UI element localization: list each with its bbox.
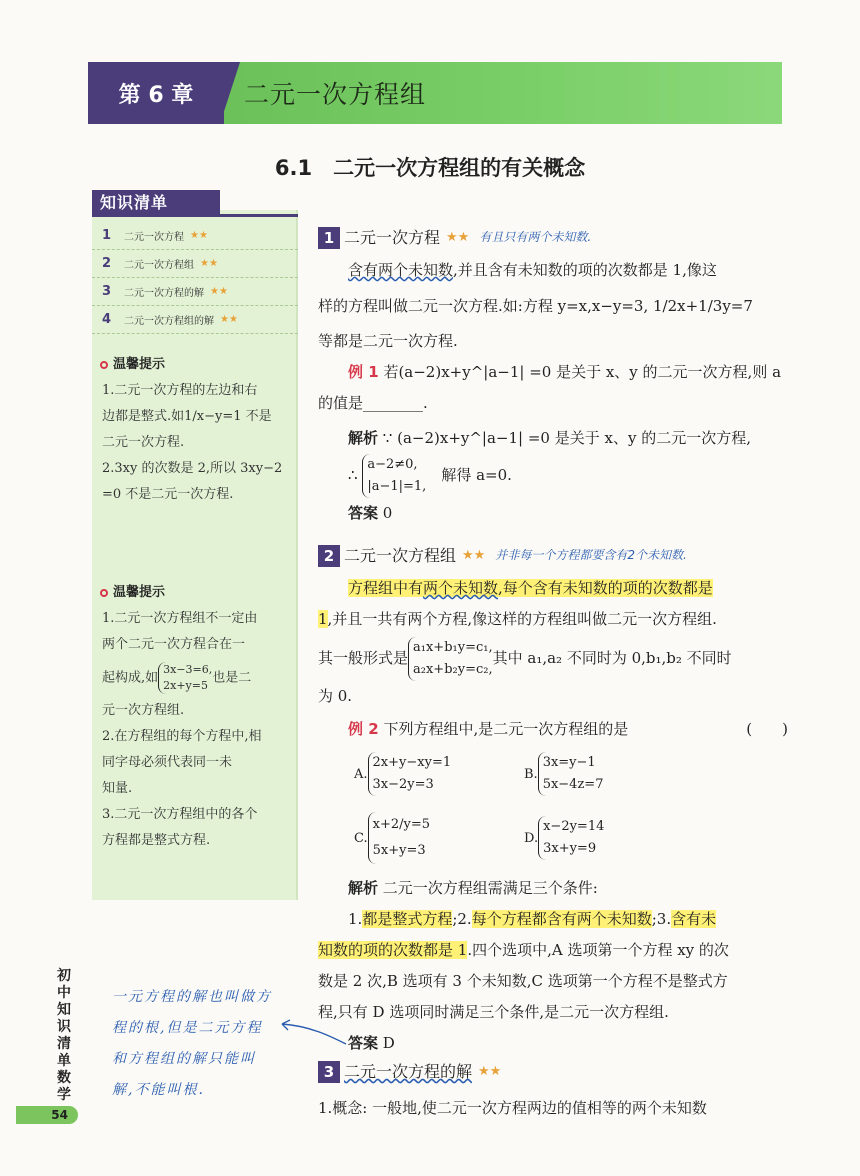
section-title: 6.1 二元一次方程组的有关概念 bbox=[274, 156, 586, 180]
tip-dot-icon bbox=[100, 361, 108, 369]
section-number: 3 bbox=[318, 1061, 340, 1083]
star-icon: ★★ bbox=[190, 230, 208, 241]
section-heading: 二元一次方程的解 bbox=[344, 1062, 473, 1081]
chapter-title-bar bbox=[216, 62, 782, 124]
choice-option-a[interactable]: A. 2x+y−xy=1 3x−2y=3 bbox=[354, 745, 524, 803]
choice-option-c[interactable]: C. x+2/y=5 5x+y=3 bbox=[354, 803, 524, 873]
section-2: 2 二元一次方程组 ★★ 并非每一个方程都要含有2个未知数. 方程组中有两个未知数,每个含有未知数的项的次数都是 1,并且一共有两个方程,像这样的方程组叫做二元一次方程组. 其一般形式是a₁x+b₁y=c₁, a₂x+b₂y=c₂,其中 a₁,a₂ 不同时为 0,b₁,b₂ 不同时 为 0. 例 2 下列方程组中,是二元一次方程组的是 ( ) A. 2x+y−xy=1 3x−2y=3 B. 3x=y−1 5x−4z=7 C. x+2/y=5 5x+y=3 D. x−2y=14 3x+y=9 解析 二元一次方程组需满足三个条件: 1.都是整式方程;2.每个方程都含有两个未知数;3.含有未 知数的项的次数都是 1.四个选项中,A 选项第一个方程 xy 的次 数是 2 次,B 选项有 3 个未知数,C 选项第一个方程不是整式方 程,只有 D 选项同时满足三个条件,是二元一次方程组. 答案 D bbox=[318, 540, 788, 1059]
star-icon: ★★ bbox=[210, 286, 228, 297]
star-icon: ★★ bbox=[478, 1064, 502, 1079]
knowledge-item[interactable]: 1 二元一次方程 ★★ bbox=[92, 222, 298, 250]
tip-box-1: 温馨提示 1.二元一次方程的左边和右 边都是整式.如1/x−y=1 不是 二元一次方程. 2.3xy 的次数是 2,所以 3xy−2 =0 不是二元一次方程. bbox=[102, 357, 283, 502]
sidebar-tab: 知识清单 bbox=[92, 190, 220, 216]
knowledge-item[interactable]: 4 二元一次方程组的解 ★★ bbox=[92, 306, 298, 334]
handwritten-note: 一元方程的解也叫做方 程的根,但是二元方程 和方程组的解只能叫 解,不能叫根. bbox=[112, 989, 272, 1098]
chapter-title: 二元一次方程组 bbox=[244, 80, 427, 109]
knowledge-item[interactable]: 3 二元一次方程的解 ★★ bbox=[92, 278, 298, 306]
section-3: 3 二元一次方程的解 ★★ 1.概念: 一般地,使二元一次方程两边的值相等的两个未知数 bbox=[318, 1056, 788, 1124]
tip-box-2: 温馨提示 1.二元一次方程组不一定由 两个二元一次方程合在一 起构成,如3x−3=6, 2x+y=5 也是二 元一次方程组. 2.在方程组的每个方程中,相 同字母必须代表同一未 知量. 3.二元一次方程组中的各个 方程都是整式方程. bbox=[102, 585, 262, 848]
choice-option-b[interactable]: B. 3x=y−1 5x−4z=7 bbox=[524, 745, 694, 803]
knowledge-item[interactable]: 2 二元一次方程组 ★★ bbox=[92, 250, 298, 278]
section-heading: 二元一次方程 bbox=[344, 228, 441, 247]
choice-options bbox=[318, 745, 788, 873]
page-number: 54 bbox=[16, 1106, 78, 1124]
tip-dot-icon bbox=[100, 589, 108, 597]
chapter-banner bbox=[88, 62, 782, 124]
section-1: 1 二元一次方程 ★★ 有且只有两个未知数. 含有两个未知数,并且含有未知数的项的次数都是 1,像这 样的方程叫做二元一次方程.如:方程 y=x,x−y=3, 1/2x+1/3y=7 等都是二元一次方程. 例 1 若(a−2)x+y^|a−1| =0 是关于 x、y 的二元一次方程,则 a 的值是________. 解析 ∵ (a−2)x+y^|a−1| =0 是关于 x、y 的二元一次方程, ∴ a−2≠0, |a−1|=1, 解得 a=0. 答案 0 bbox=[318, 222, 788, 529]
book-label-vertical: 初中知识清单 数学 bbox=[57, 968, 85, 1103]
star-icon: ★★ bbox=[462, 548, 486, 563]
section-number: 2 bbox=[318, 545, 340, 567]
knowledge-list bbox=[92, 222, 298, 334]
section-number: 1 bbox=[318, 227, 340, 249]
handwritten-note: 并非每一个方程都要含有2个未知数. bbox=[495, 548, 687, 562]
chapter-number-tag: 第 6 章 bbox=[88, 62, 224, 124]
star-icon: ★★ bbox=[446, 230, 470, 245]
star-icon: ★★ bbox=[200, 258, 218, 269]
section-heading: 二元一次方程组 bbox=[344, 546, 457, 565]
handwritten-note: 有且只有两个未知数. bbox=[479, 230, 592, 244]
choice-option-d[interactable]: D. x−2y=14 3x+y=9 bbox=[524, 803, 694, 873]
star-icon: ★★ bbox=[220, 314, 238, 325]
